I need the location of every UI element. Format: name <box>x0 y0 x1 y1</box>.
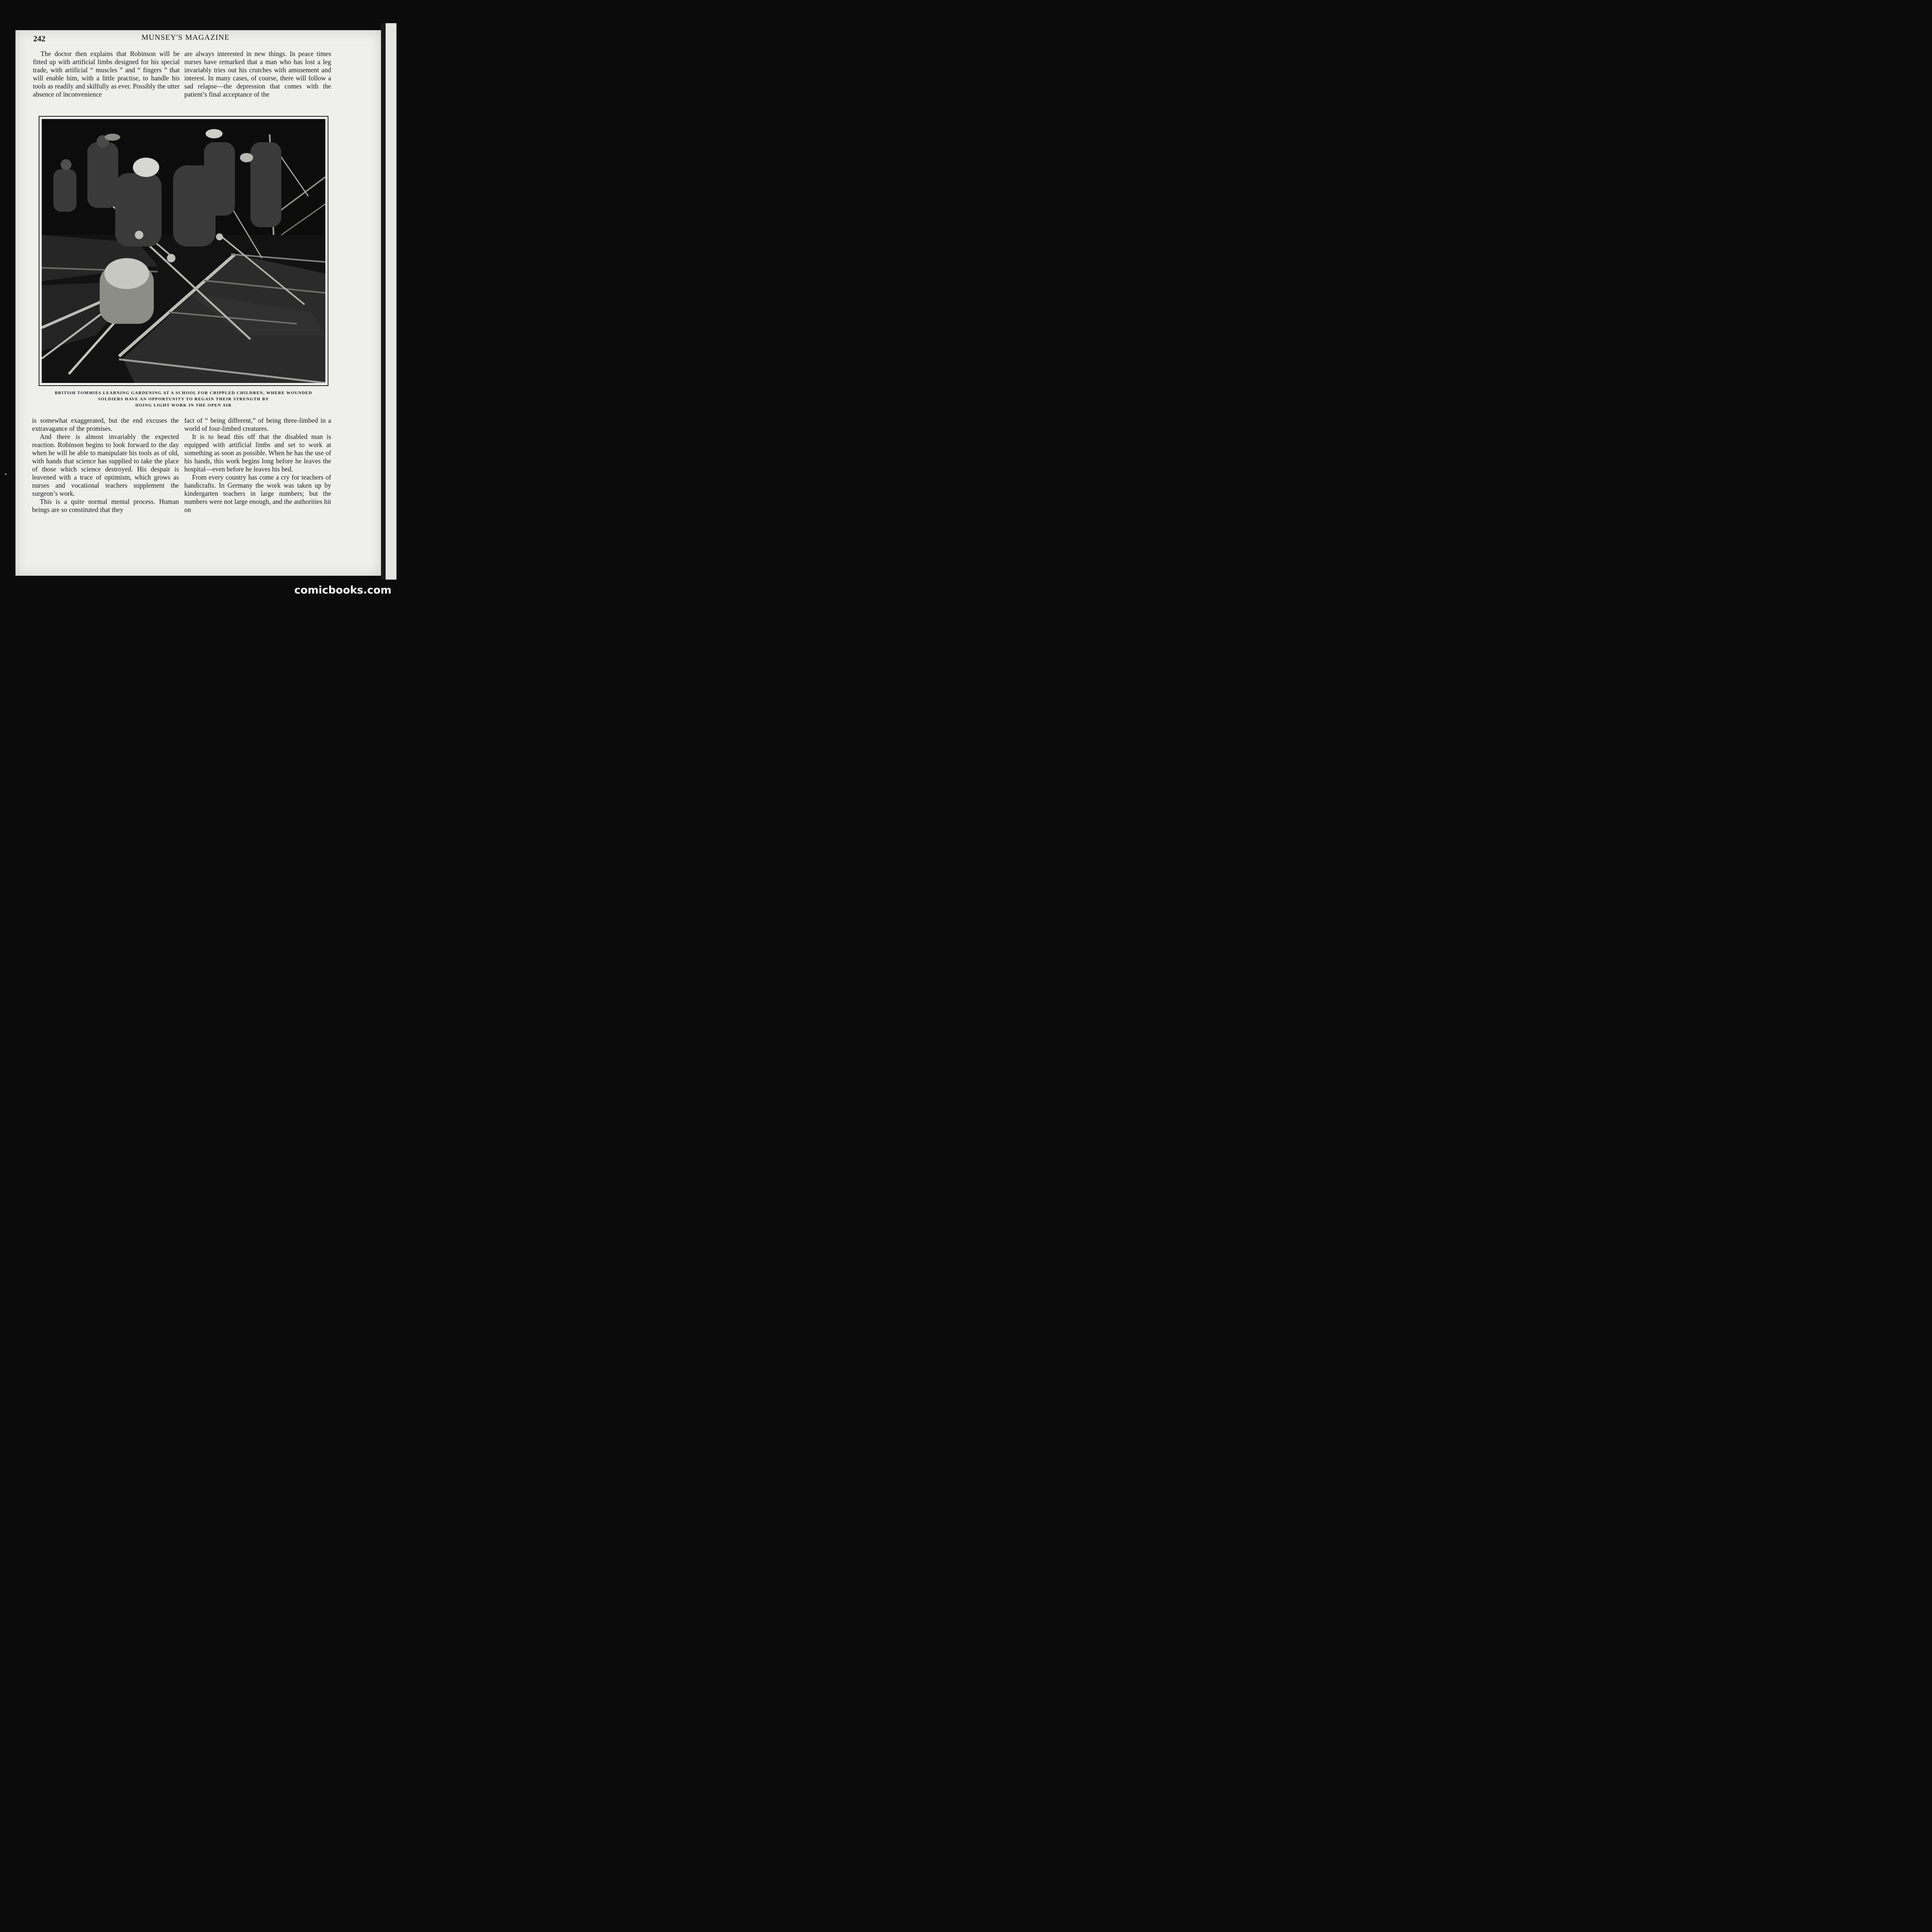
caption-line: DOING LIGHT WORK IN THE OPEN AIR <box>135 403 232 408</box>
paragraph: The doctor then explains that Robinson will be fitted up with artificial limbs designed for his special trade, with artificial “ muscles ” and “ fingers ” that will enable him, with a little practise, to handle his tools as readily and skilfully as ever. Possibly the utter absence of inconvenience <box>33 50 180 98</box>
text-column-top-left <box>33 50 180 99</box>
scan-speck <box>5 473 7 475</box>
page-number: 242 <box>33 34 46 43</box>
paragraph: is somewhat exaggerated, but the end excuses the extravagance of the promises. <box>32 417 179 432</box>
adjacent-page-edge <box>381 23 399 580</box>
gardening-photo <box>42 119 325 383</box>
text-column-bottom-right <box>184 417 331 514</box>
paragraph: fact of “ being different,” of being three-limbed in a world of four-limbed creatures. <box>184 417 331 432</box>
running-head: MUNSEY'S MAGAZINE <box>141 33 230 42</box>
paragraph: This is a quite normal mental process. Human beings are so constituted that they <box>32 498 179 514</box>
photo-caption <box>37 390 330 408</box>
text-column-bottom-left <box>32 417 179 514</box>
paragraph: And there is almost invariably the expected reaction. Robinson begins to look forward to the day when he will be able to manipulate his tools as of old, with hands that science has supplied to take the place of those which science destroyed. His despair is leavened with a trace of optimism, which grows as nurses and vocational teachers supplement the surgeon’s work. <box>32 433 179 497</box>
paragraph: are always interested in new things. In peace times nurses have remarked that a man who has lost a leg invariably tries out his crutches with amusement and interest. In many cases, of course, there will follow a sad relapse—the depression that comes with the patient’s final acceptance of the <box>184 50 331 98</box>
text-column-top-right <box>184 50 331 99</box>
site-watermark: comicbooks.com <box>294 584 391 596</box>
paragraph: It is to head this off that the disabled man is equipped with artificial limbs and set to work at something as soon as possible. When he has the use of his hands, this work begins long before he leaves the hospital—even before he leaves his bed. <box>184 433 331 473</box>
photo-frame <box>39 116 328 386</box>
caption-line: SOLDIERS HAVE AN OPPORTUNITY TO REGAIN THEIR STRENGTH BY <box>98 397 269 401</box>
photo-illustration <box>42 119 325 383</box>
paragraph: From every country has come a cry for teachers of handicrafts. In Germany the work was taken up by kindergarten teachers in large numbers; but the numbers were not large enough, and the authorities hit on <box>184 473 331 514</box>
caption-line: BRITISH TOMMIES LEARNING GARDENING AT A SCHOOL FOR CRIPPLED CHILDREN, WHERE WOUNDED <box>54 391 313 395</box>
